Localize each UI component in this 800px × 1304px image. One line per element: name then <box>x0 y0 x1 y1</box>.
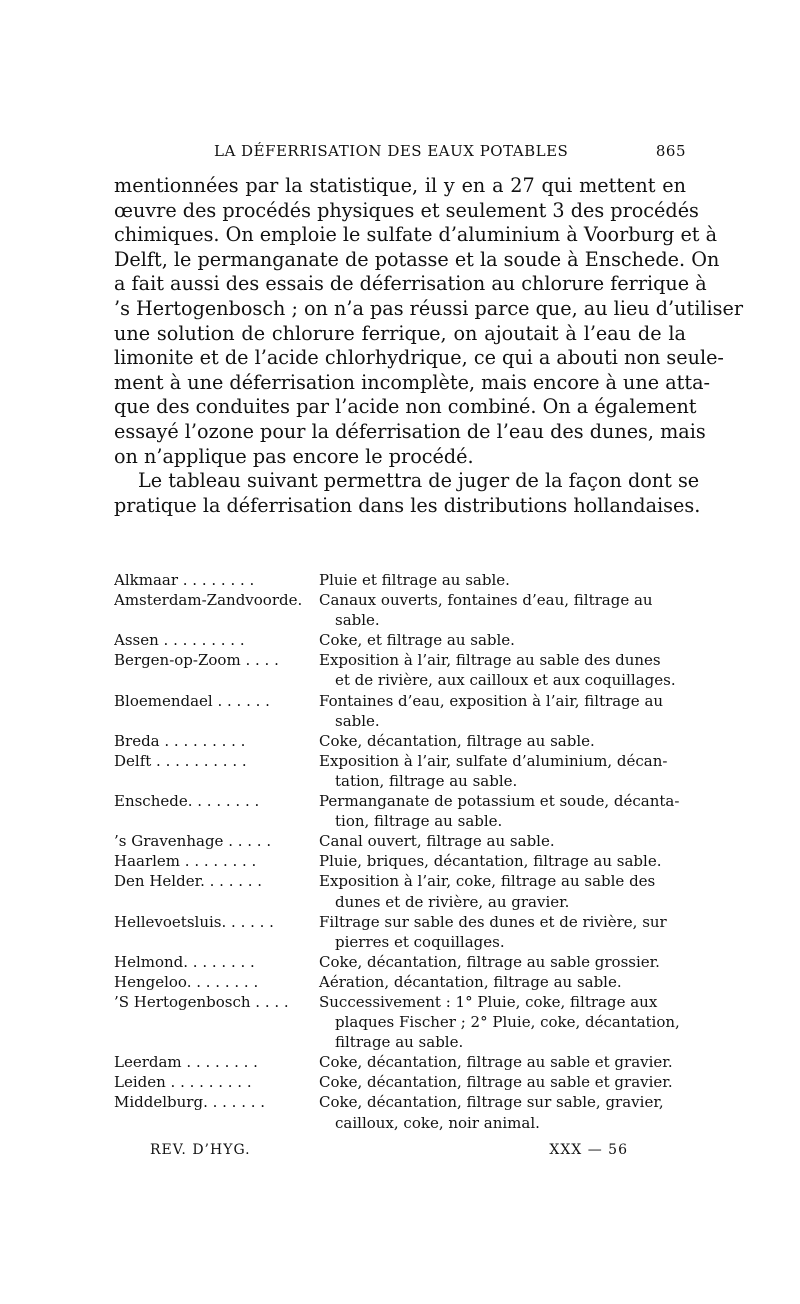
desc-line: Fontaines d’eau, exposition à l’air, filtrage au <box>319 691 664 710</box>
text-line: ’s Hertogenbosch ; on n’a pas réussi parce que, au lieu d’utiliser <box>114 296 743 320</box>
place-name: ’S Hertogenbosch . . . . <box>114 992 289 1011</box>
treatment-description <box>319 630 686 650</box>
desc-line: Coke, décantation, filtrage sur sable, gravier, <box>319 1093 664 1112</box>
place-name: Den Helder. . . . . . . <box>114 872 263 891</box>
water-treatment-table <box>114 570 686 1133</box>
place-name: Leerdam . . . . . . . . <box>114 1053 258 1072</box>
desc-line: sable. <box>335 611 380 630</box>
desc-line: plaques Fischer ; 2° Pluie, coke, décantation, <box>335 1013 680 1032</box>
place-name: Hengeloo. . . . . . . . <box>114 972 259 991</box>
table-row <box>114 691 686 731</box>
place-name: Middelburg. . . . . . . <box>114 1093 266 1112</box>
desc-line: Pluie et filtrage au sable. <box>319 571 510 589</box>
table-row <box>114 570 686 590</box>
desc-line: tation, filtrage au sable. <box>335 771 518 790</box>
treatment-description <box>319 992 686 1052</box>
journal-signature: REV. D’HYG. <box>150 1142 251 1158</box>
paragraph-1 <box>114 174 743 469</box>
desc-line: Filtrage sur sable des dunes et de rivière, sur <box>319 912 667 931</box>
desc-line: tion, filtrage au sable. <box>335 812 503 831</box>
desc-line: Pluie, briques, décantation, filtrage au sable. <box>319 852 662 871</box>
volume-signature: XXX — 56 <box>549 1142 628 1158</box>
treatment-description <box>319 1072 686 1092</box>
desc-line: et de rivière, aux cailloux et aux coquillages. <box>335 671 676 690</box>
desc-line: Aération, décantation, filtrage au sable. <box>319 972 622 991</box>
treatment-description <box>319 731 686 751</box>
desc-line: Coke, décantation, filtrage au sable. <box>319 731 595 750</box>
desc-line: Exposition à l’air, filtrage au sable des dunes <box>319 651 661 670</box>
text-line: Delft, le permanganate de potasse et la soude à Enschede. On <box>114 247 720 271</box>
table-row <box>114 630 686 650</box>
place-name: Enschede. . . . . . . . <box>114 792 260 811</box>
place-name: Delft . . . . . . . . . . <box>114 751 247 770</box>
table-row <box>114 1092 686 1132</box>
place-name: Leiden . . . . . . . . . <box>114 1073 252 1092</box>
table-row <box>114 831 686 851</box>
desc-line: Coke, et filtrage au sable. <box>319 631 515 650</box>
table-row <box>114 751 686 791</box>
table-row <box>114 650 686 690</box>
table-row <box>114 1072 686 1092</box>
desc-line: cailloux, coke, noir animal. <box>335 1113 540 1132</box>
desc-line: dunes et de rivière, au gravier. <box>335 892 570 911</box>
treatment-description <box>319 1092 686 1132</box>
desc-line: sable. <box>335 711 380 730</box>
treatment-description <box>319 570 686 590</box>
treatment-description <box>319 871 686 911</box>
treatment-description <box>319 972 686 992</box>
desc-line: pierres et coquillages. <box>335 932 505 951</box>
place-name: ’s Gravenhage . . . . . <box>114 832 272 851</box>
table-row <box>114 871 686 911</box>
treatment-description <box>319 912 686 952</box>
treatment-description <box>319 590 686 630</box>
text-line: Le tableau suivant permettra de juger de la façon dont se <box>138 469 700 493</box>
text-line: pratique la déferrisation dans les distributions hollandaises. <box>114 493 701 517</box>
text-line: ment à une déferrisation incomplète, mais encore à une atta- <box>114 370 711 394</box>
treatment-description <box>319 851 686 871</box>
text-line: a fait aussi des essais de déferrisation au chlorure ferrique à <box>114 272 707 296</box>
desc-line: Exposition à l’air, sulfate d’aluminium, décan- <box>319 751 668 770</box>
place-name: Bergen-op-Zoom . . . . <box>114 651 279 670</box>
place-name: Helmond. . . . . . . . <box>114 952 255 971</box>
table-row <box>114 912 686 952</box>
text-line: que des conduites par l’acide non combiné. On a également <box>114 395 697 419</box>
desc-line: Canal ouvert, filtrage au sable. <box>319 832 555 851</box>
body-text <box>114 174 743 518</box>
place-name: Breda . . . . . . . . . <box>114 731 246 750</box>
treatment-description <box>319 791 686 831</box>
text-line: limonite et de l’acide chlorhydrique, ce qui a abouti non seule- <box>114 346 724 370</box>
running-title: LA DÉFERRISATION DES EAUX POTABLES <box>214 142 569 160</box>
treatment-description <box>319 952 686 972</box>
table-row <box>114 992 686 1052</box>
text-line: on n’applique pas encore le procédé. <box>114 444 474 468</box>
treatment-description <box>319 831 686 851</box>
table-row <box>114 791 686 831</box>
table-row <box>114 590 686 630</box>
desc-line: Exposition à l’air, coke, filtrage au sable des <box>319 872 656 891</box>
place-name: Amsterdam-Zandvoorde. <box>114 591 303 610</box>
table-row <box>114 851 686 871</box>
text-line: chimiques. On emploie le sulfate d’aluminium à Voorburg et à <box>114 223 718 247</box>
page-number: 865 <box>655 142 686 160</box>
place-name: Hellevoetsluis. . . . . . <box>114 912 274 931</box>
paragraph-2 <box>114 469 701 518</box>
desc-line: Coke, décantation, filtrage au sable et gravier. <box>319 1073 673 1092</box>
page-footer <box>150 1142 628 1164</box>
treatment-description <box>319 1052 686 1072</box>
running-header <box>214 142 686 166</box>
text-line: mentionnées par la statistique, il y en a 27 qui mettent en <box>114 174 686 197</box>
treatment-description <box>319 751 686 791</box>
text-line: essayé l’ozone pour la déferrisation de l’eau des dunes, mais <box>114 419 706 443</box>
desc-line: Permanganate de potassium et soude, décanta- <box>319 792 680 811</box>
treatment-description <box>319 650 686 690</box>
place-name: Bloemendael . . . . . . <box>114 691 270 710</box>
desc-line: Coke, décantation, filtrage au sable et gravier. <box>319 1053 673 1072</box>
text-line: œuvre des procédés physiques et seulement 3 des procédés <box>114 198 699 222</box>
table-row <box>114 972 686 992</box>
desc-line: Coke, décantation, filtrage au sable grossier. <box>319 952 660 971</box>
desc-line: Canaux ouverts, fontaines d’eau, filtrage au <box>319 591 653 610</box>
place-name: Assen . . . . . . . . . <box>114 631 245 650</box>
desc-line: Successivement : 1° Pluie, coke, filtrage aux <box>319 992 658 1011</box>
text-line: une solution de chlorure ferrique, on ajoutait à l’eau de la <box>114 321 686 345</box>
table-row <box>114 952 686 972</box>
place-name: Haarlem . . . . . . . . <box>114 852 257 871</box>
table-row <box>114 731 686 751</box>
treatment-description <box>319 691 686 731</box>
table-row <box>114 1052 686 1072</box>
place-name: Alkmaar . . . . . . . . <box>114 571 255 589</box>
desc-line: filtrage au sable. <box>335 1033 464 1052</box>
